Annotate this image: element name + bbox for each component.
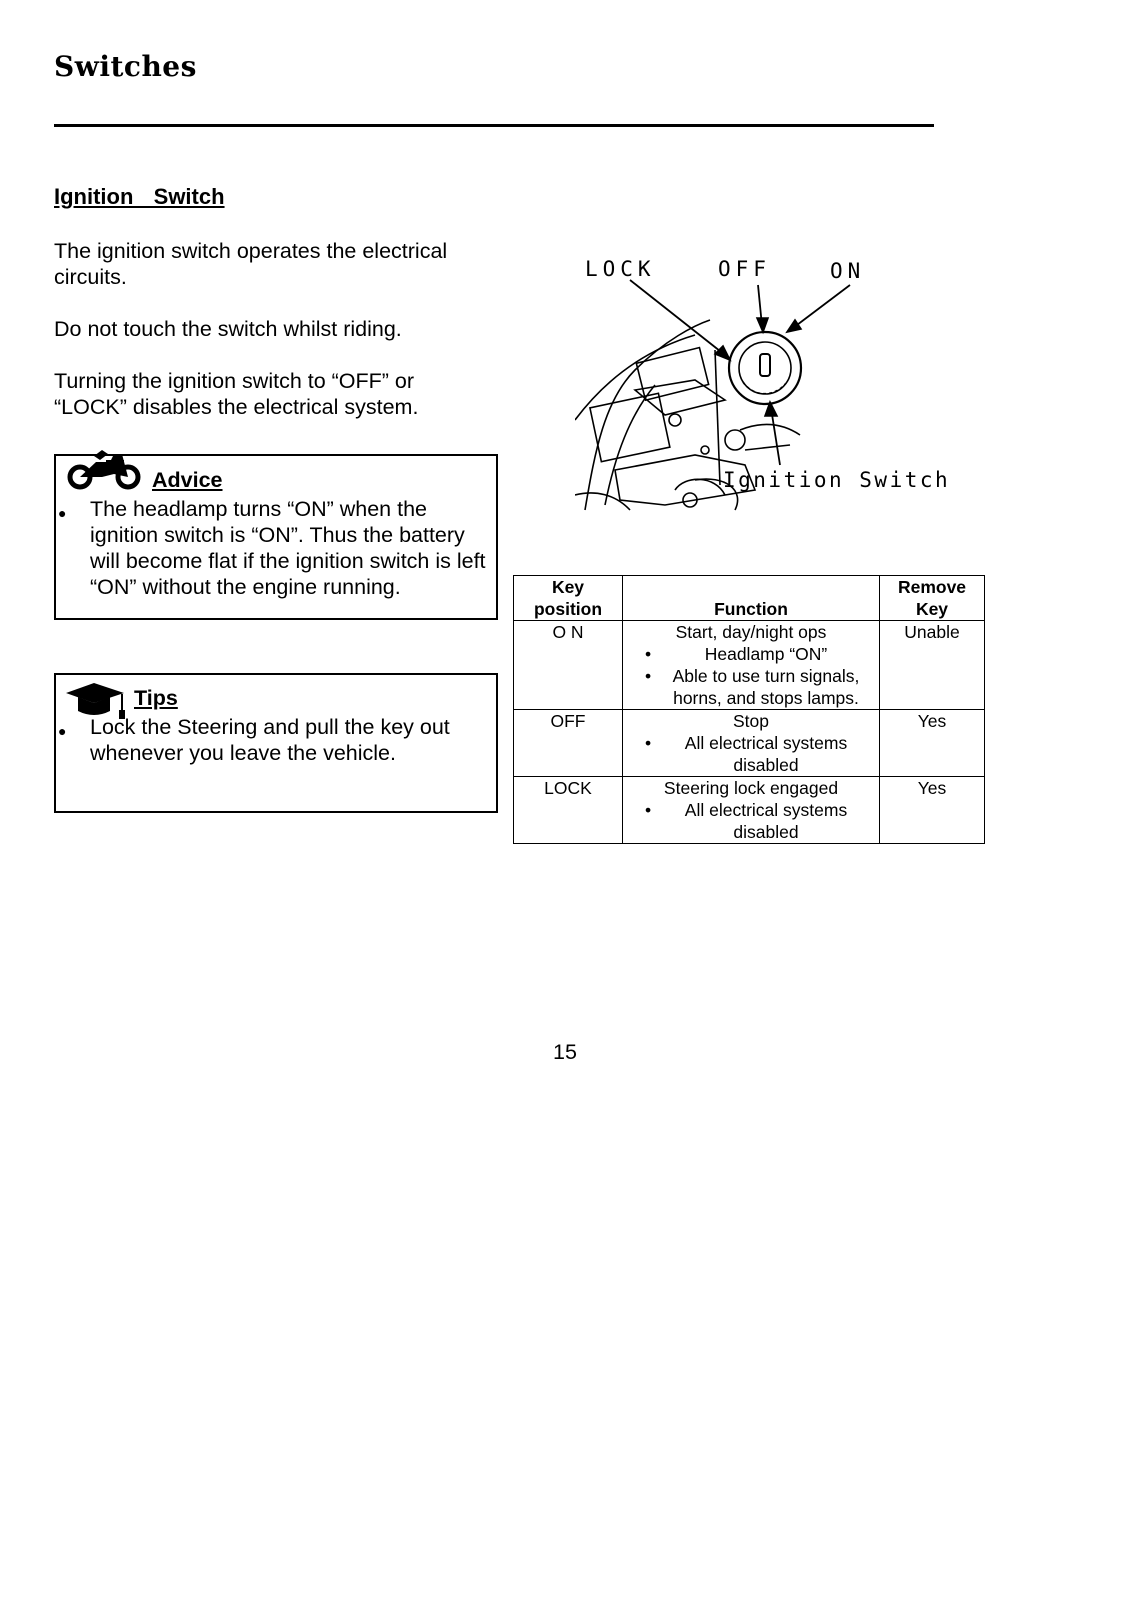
table-row	[514, 621, 985, 710]
key-position-cell: O N	[514, 621, 623, 710]
function-cell	[623, 777, 880, 844]
remove-key-cell: Yes	[880, 710, 985, 777]
key-position-table-wrap	[513, 575, 985, 844]
header-remove-key: Remove Key	[880, 576, 985, 621]
motorcycle-icon	[66, 448, 142, 490]
table-row	[514, 777, 985, 844]
function-details	[627, 643, 875, 709]
tips-bullet-text: Lock the Steering and pull the key out whenever you leave the vehicle.	[90, 715, 450, 765]
key-position-cell: OFF	[514, 710, 623, 777]
bullet-dot: ●	[58, 505, 67, 521]
function-text: Stop	[733, 711, 769, 731]
list-item: • Able to use turn signals, horns, and stops lamps.	[627, 665, 875, 709]
intro-paragraph: The ignition switch operates the electrical circuits.	[54, 239, 448, 289]
ignition-switch-drawing	[575, 250, 955, 525]
function-details	[627, 732, 875, 776]
function-cell	[623, 710, 880, 777]
key-position-table	[513, 575, 985, 844]
advice-bullet-text: The headlamp turns “ON” when the ignition switch is “ON”. Thus the battery will become flat if the ignition switch is left “ON” without the engine running.	[90, 497, 486, 599]
function-cell	[623, 621, 880, 710]
ignition-switch-caption: Ignition Switch	[723, 468, 951, 492]
table-header-row	[514, 576, 985, 621]
warning-paragraph: Do not touch the switch whilst riding.	[54, 317, 402, 341]
header-function: Function	[623, 576, 880, 621]
tips-box	[54, 673, 498, 813]
key-position-cell: LOCK	[514, 777, 623, 844]
page-number: 15	[553, 1040, 577, 1064]
off-lock-paragraph: Turning the ignition switch to “OFF” or “LOCK” disables the electrical system.	[54, 369, 419, 419]
list-item: • All electrical systems disabled	[627, 799, 875, 843]
function-details	[627, 799, 875, 843]
function-text: Start, day/night ops	[675, 622, 827, 642]
section-heading: Ignition Switch	[54, 184, 225, 209]
remove-key-cell: Unable	[880, 621, 985, 710]
advice-box	[54, 454, 498, 620]
list-item: • All electrical systems disabled	[627, 732, 875, 776]
lock-label: LOCK	[585, 257, 656, 281]
title-divider	[54, 124, 934, 127]
header-key-position: Key position	[514, 576, 623, 621]
table-row	[514, 710, 985, 777]
page-title: Switches	[54, 50, 197, 83]
ignition-switch-figure	[575, 250, 955, 525]
on-label: ON	[830, 259, 866, 283]
bullet-dot: ●	[58, 723, 67, 739]
advice-title: Advice	[152, 468, 223, 492]
list-item: • Headlamp “ON”	[627, 643, 875, 665]
remove-key-cell: Yes	[880, 777, 985, 844]
off-label: OFF	[718, 257, 771, 281]
function-text: Steering lock engaged	[663, 778, 839, 798]
tips-title: Tips	[134, 686, 178, 710]
